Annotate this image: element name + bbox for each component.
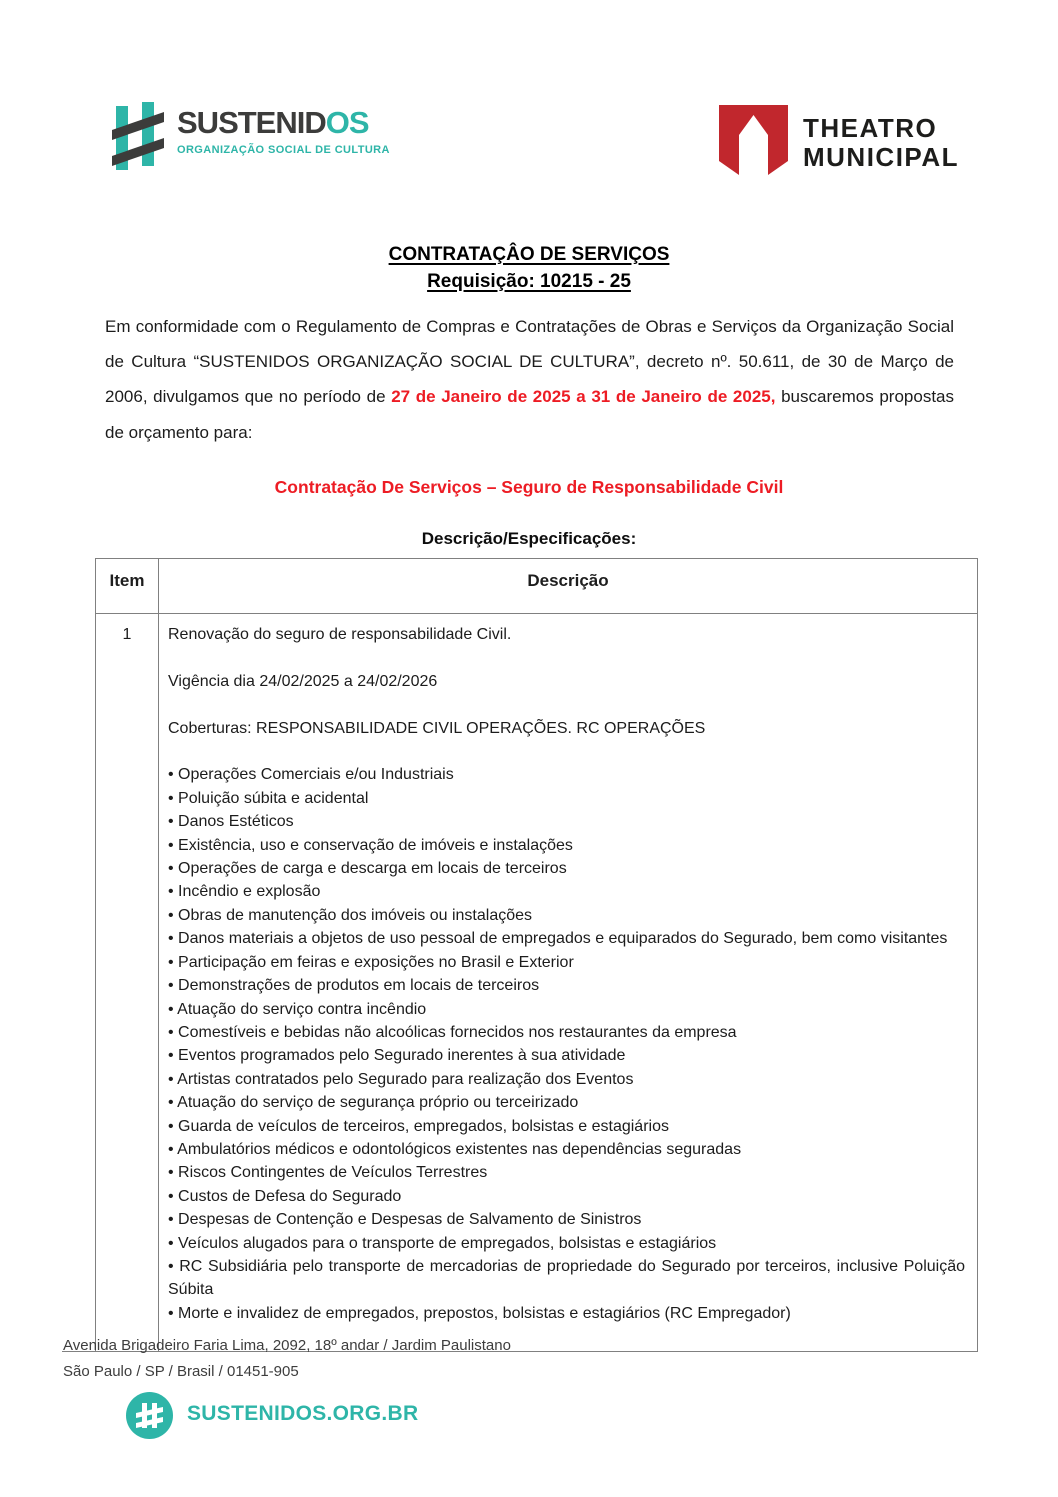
bullet-item: • Custos de Defesa do Segurado <box>168 1187 402 1205</box>
bullet-item: • Danos Estéticos <box>168 813 294 831</box>
footer-address-line2: São Paulo / SP / Brasil / 01451-905 <box>63 1363 299 1380</box>
bullet-item: • Demonstrações de produtos em locais de terceiros <box>168 977 540 995</box>
theatro-wordmark <box>803 114 959 181</box>
sustenidos-subtitle: ORGANIZAÇÃO SOCIAL DE CULTURA <box>177 144 390 156</box>
description-line: Vigência dia 24/02/2025 a 24/02/2026 <box>168 672 438 690</box>
specification-table <box>95 558 978 1352</box>
spec-heading: Descrição/Especificações: <box>421 529 637 548</box>
bullet-item: • Ambulatórios médicos e odontológicos existentes nas dependências seguradas <box>168 1140 742 1158</box>
bullet-item: • Poluição súbita e acidental <box>168 789 369 807</box>
table-row <box>96 614 977 1351</box>
bullet-item: • Obras de manutenção dos imóveis ou instalações <box>168 906 533 924</box>
description-line <box>168 740 965 763</box>
column-header-description: Descrição <box>527 571 609 590</box>
description-line <box>168 693 965 716</box>
theatro-line2: MUNICIPAL <box>803 142 960 172</box>
bullet-item: • Artistas contratados pelo Segurado para realização dos Eventos <box>168 1070 634 1088</box>
bullet-item: • Comestíveis e bebidas não alcoólicas fornecidos nos restaurantes da empresa <box>168 1023 737 1041</box>
bullet-item: • Veículos alugados para o transporte de empregados, bolsistas e estagiários <box>168 1234 717 1252</box>
bullet-item: • Existência, uso e conservação de imóveis e instalações <box>168 836 573 854</box>
description-cell <box>159 614 977 1351</box>
theatro-line1: THEATRO <box>803 113 938 143</box>
bullet-item: • Guarda de veículos de terceiros, empregados, bolsistas e estagiários <box>168 1117 669 1135</box>
intro-date-range-highlight: 27 de Janeiro de 2025 a 31 de Janeiro de 2025, <box>391 387 776 407</box>
service-heading: Contratação De Serviços – Seguro de Responsabilidade Civil <box>274 477 784 497</box>
intro-text-pre: Em conformidade com o Regulamento de Compras e Contratações de Obras e Serviços da Organização Social de Cultura “SUSTENIDOS ORGANIZAÇÃO SOCIAL DE CULTURA”, decreto nº. 50.611, de 30 de Março de 2006, divulgamos que no período de <box>105 317 954 407</box>
footer-address-line1: Avenida Brigadeiro Faria Lima, 2092, 18º andar / Jardim Paulistano <box>63 1337 511 1354</box>
footer-logo <box>126 1392 173 1444</box>
bullet-item: • Despesas de Contenção e Despesas de Salvamento de Sinistros <box>168 1211 642 1229</box>
bullet-item: • Eventos programados pelo Segurado inerentes à sua atividade <box>168 1047 626 1065</box>
bullet-item: • Operações Comerciais e/ou Industriais <box>168 766 454 784</box>
bullet-item: • RC Subsidiária pelo transporte de mercadorias de propriedade do Segurado por terceiros, inclusive Poluição Súbita <box>168 1257 965 1299</box>
intro-paragraph <box>105 309 954 450</box>
table-header-row <box>96 559 977 614</box>
description-line: Renovação do seguro de responsabilidade Civil. <box>168 626 512 643</box>
footer-website: SUSTENIDOS.ORG.BR <box>187 1402 419 1425</box>
wordmark-main: SUSTENID <box>177 105 326 140</box>
bullet-item: • Danos materiais a objetos de uso pessoal de empregados e equiparados do Segurado, bem como visitantes <box>168 930 948 948</box>
sustenidos-logo <box>112 92 390 178</box>
title-requisition-number: Requisição: 10215 - 25 <box>427 271 631 292</box>
column-header-item: Item <box>96 559 159 613</box>
description-line: Coberturas: RESPONSABILIDADE CIVIL OPERAÇÕES. RC OPERAÇÕES <box>168 719 706 737</box>
bullet-item: • Incêndio e explosão <box>168 883 321 901</box>
document-title <box>0 241 1058 295</box>
title-line1: CONTRATAÇÂO DE SERVIÇOS <box>388 244 670 265</box>
wordmark-accent: OS <box>325 105 369 140</box>
bullet-item: • Atuação do serviço contra incêndio <box>168 1000 427 1018</box>
sustenidos-wordmark <box>177 106 390 140</box>
bullet-item: • Riscos Contingentes de Veículos Terrestres <box>168 1164 488 1182</box>
bullet-item: • Atuação do serviço de segurança próprio ou terceirizado <box>168 1094 579 1112</box>
bullet-item: • Operações de carga e descarga em locais de terceiros <box>168 860 567 878</box>
bullet-item: • Participação em feiras e exposições no Brasil e Exterior <box>168 953 574 971</box>
item-number-cell: 1 <box>96 614 159 1351</box>
bullet-item: • Morte e invalidez de empregados, prepostos, bolsistas e estagiários (RC Empregador) <box>168 1304 791 1322</box>
sharp-hashtag-icon <box>112 92 164 178</box>
theatro-arch-icon <box>719 105 788 181</box>
theatro-municipal-logo <box>719 105 959 181</box>
description-line <box>168 646 965 669</box>
hashtag-circle-icon <box>126 1392 173 1439</box>
intro-text-post: buscaremos propostas de orçamento para: <box>105 387 954 442</box>
